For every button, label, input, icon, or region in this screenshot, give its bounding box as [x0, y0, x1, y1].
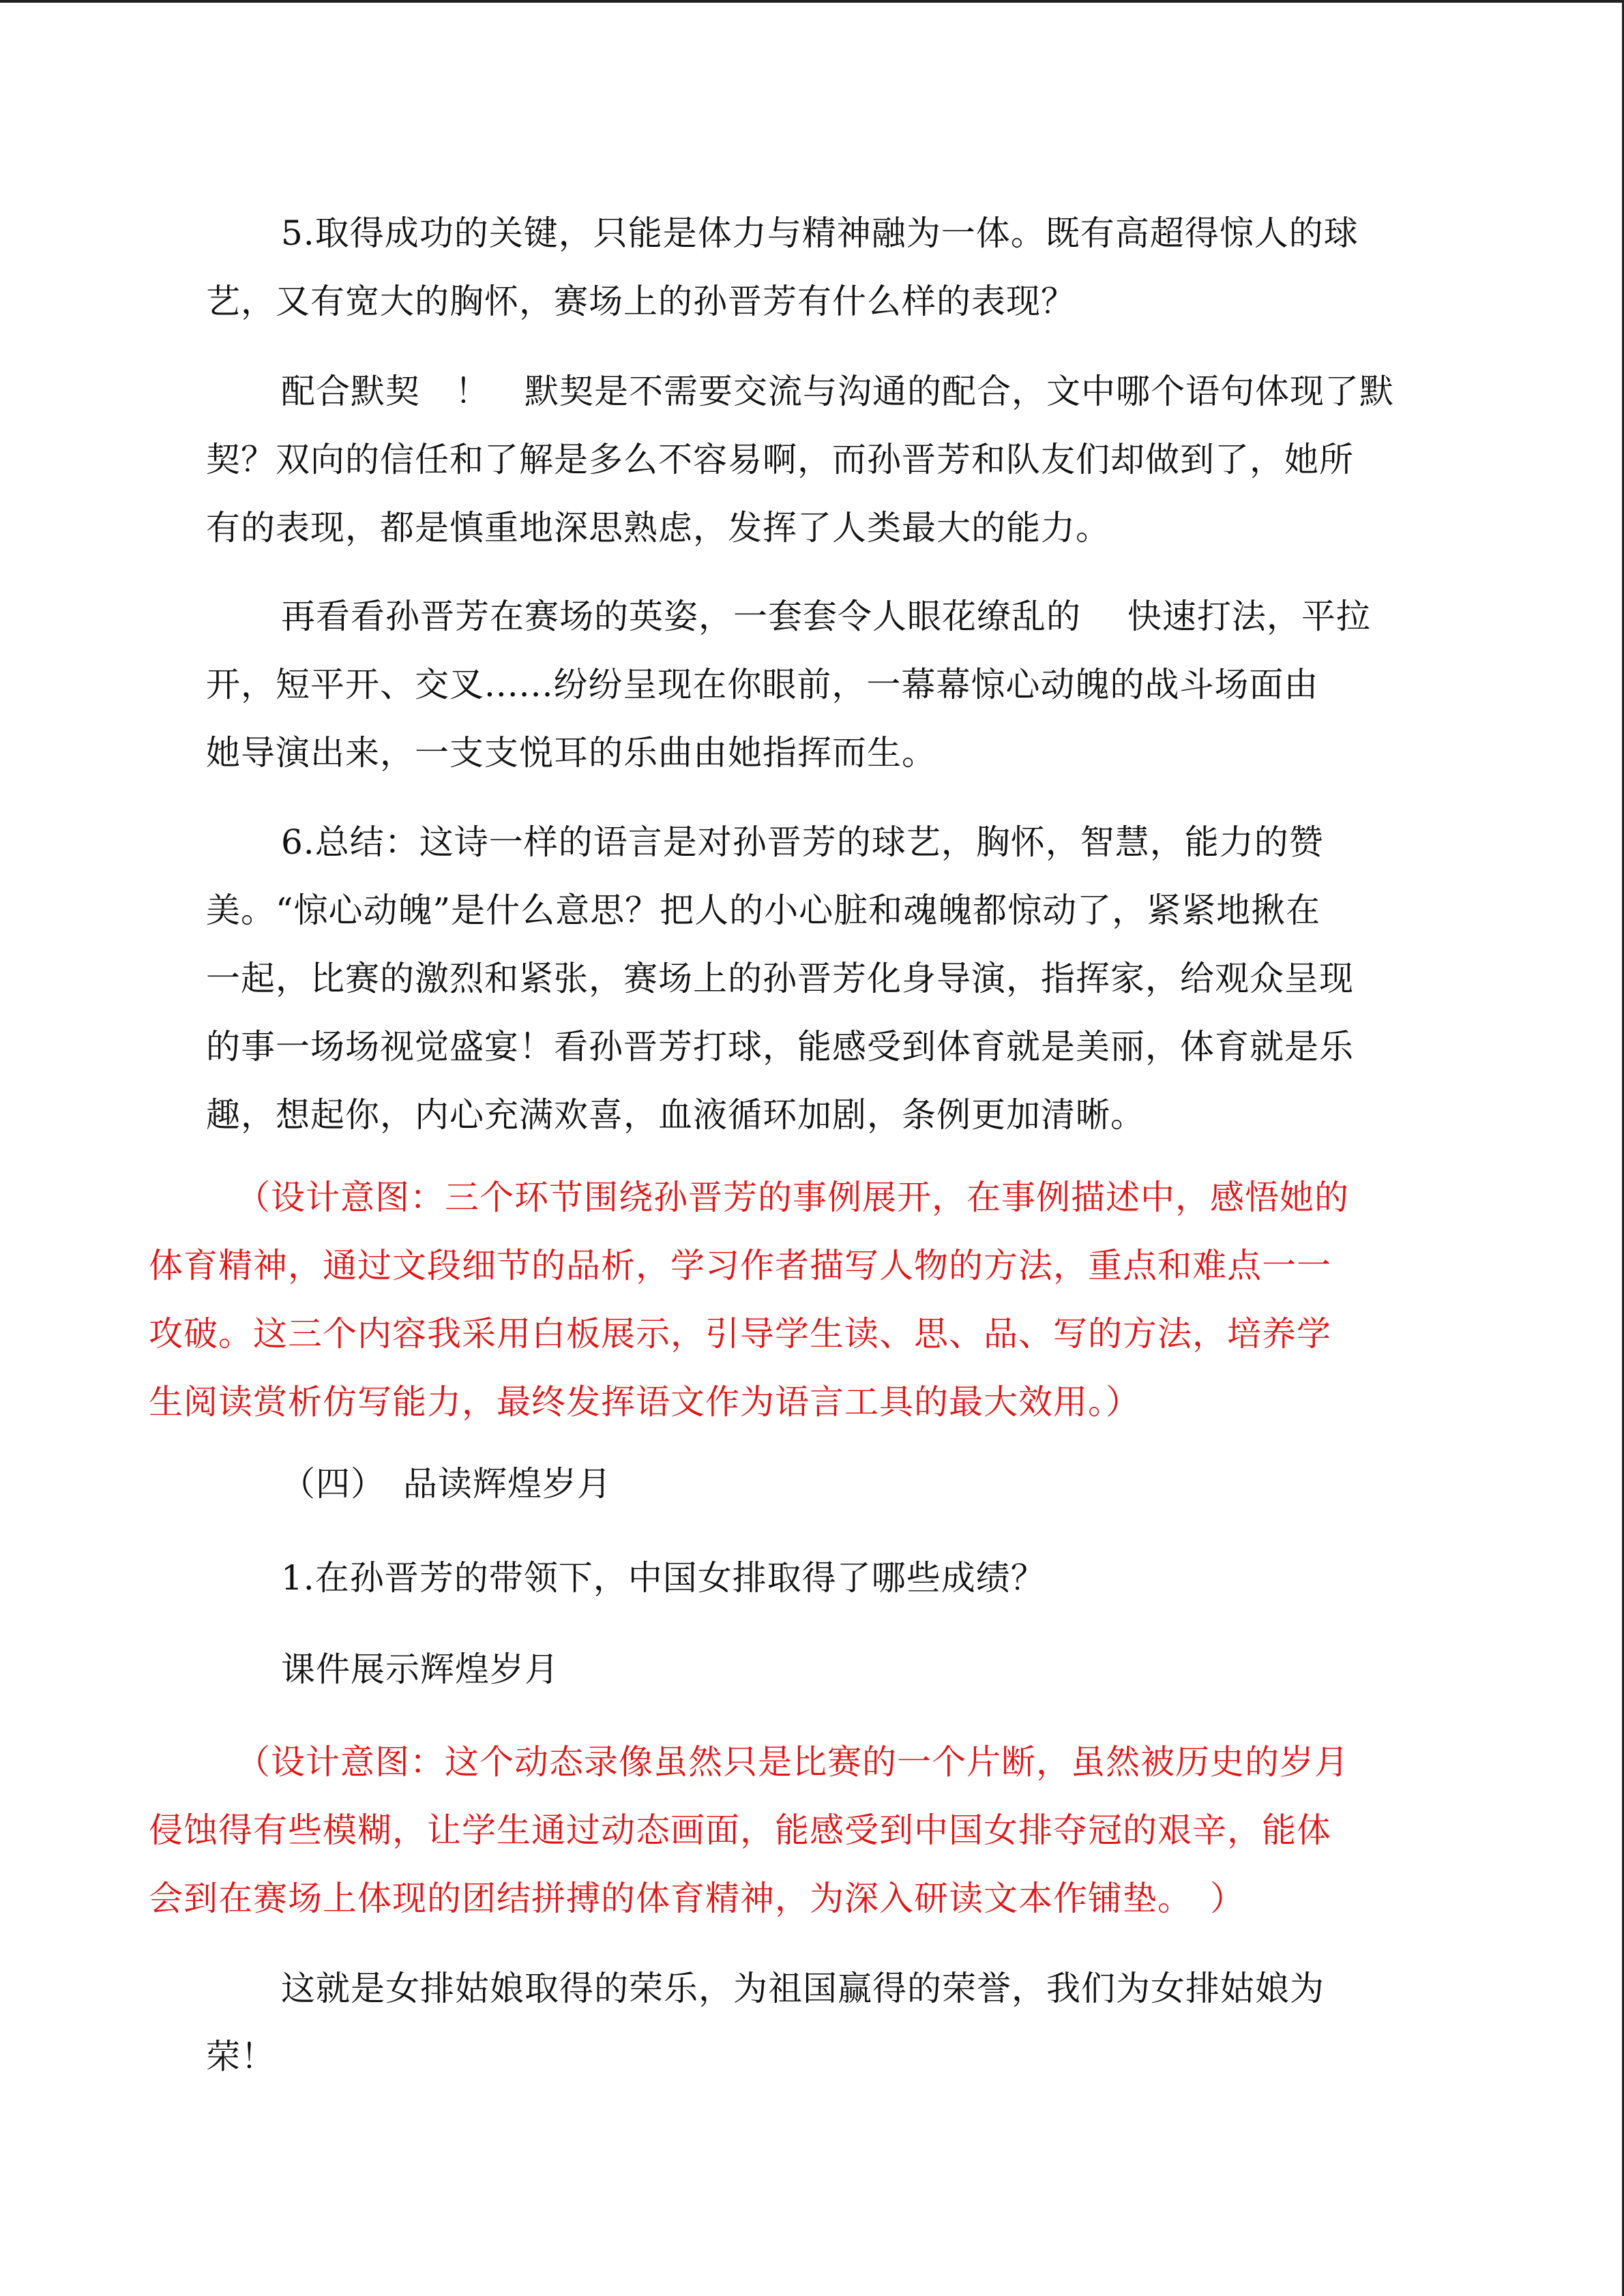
- text-line: 生阅读赏析仿写能力，最终发挥语文作为语言工具的最大效用。）: [149, 1382, 1140, 1422]
- design-intent-note-1: [149, 1163, 1349, 1436]
- text-line: 的事一场场视觉盛宴！看孙晋芳打球，能感受到体育就是美丽，体育就是乐: [206, 1027, 1354, 1067]
- text-line: 艺，又有宽大的胸怀，赛场上的孙晋芳有什么样的表现？: [206, 282, 1076, 321]
- text-line: 荣！: [206, 2037, 276, 2076]
- paragraph-1-question: [281, 1544, 1046, 1612]
- text-line: 美。“惊心动魄”是什么意思？把人的小心脏和魂魄都惊动了，紧紧地揪在: [206, 891, 1321, 930]
- text-line: 配合默契 ！ 默契是不需要交流与沟通的配合，文中哪个语句体现了默: [281, 372, 1394, 411]
- text-line: 她导演出来，一支支悦耳的乐曲由她指挥而生。: [206, 733, 936, 773]
- text-line: 开，短平开、交叉......纷纷呈现在你眼前，一幕幕惊心动魄的战斗场面由: [206, 665, 1319, 704]
- text-line: 侵蚀得有些模糊，让学生通过动态画面，能感受到中国女排夺冠的艰辛，能体: [149, 1810, 1331, 1850]
- text-line: 趣，想起你，内心充满欢喜，血液循环加剧，条例更加清晰。: [206, 1095, 1145, 1135]
- text-line: 课件展示辉煌岁月: [281, 1650, 559, 1689]
- text-line: （四） 品读辉煌岁月: [281, 1464, 612, 1504]
- text-line: 有的表现，都是慎重地深思熟虑，发挥了人类最大的能力。: [206, 508, 1110, 548]
- text-line: 1.在孙晋芳的带领下，中国女排取得了哪些成绩？: [281, 1558, 1046, 1598]
- design-intent-note-2: [149, 1728, 1349, 1933]
- text-line: 再看看孙晋芳在赛场的英姿，一套套令人眼花缭乱的 快速打法，平拉: [281, 597, 1371, 636]
- paragraph-5: [206, 199, 1359, 336]
- text-line: 攻破。这三个内容我采用白板展示，引导学生读、思、品、写的方法，培养学: [149, 1314, 1331, 1354]
- section-heading-4: [281, 1450, 612, 1518]
- text-line: （设计意图：三个环节围绕孙晋芳的事例展开，在事例描述中，感悟她的: [236, 1178, 1349, 1217]
- paragraph-6-summary: [206, 808, 1354, 1149]
- paragraph-courseware: [281, 1635, 559, 1703]
- text-line: 会到在赛场上体现的团结拼搏的体育精神，为深入研读文本作铺垫。 ）: [149, 1879, 1245, 1918]
- paragraph-conclusion: [206, 1954, 1325, 2091]
- text-line: 体育精神，通过文段细节的品析，学习作者描写人物的方法，重点和难点一一: [149, 1246, 1331, 1285]
- paragraph-zaikan: [206, 582, 1371, 787]
- text-line: 一起，比赛的激烈和紧张，赛场上的孙晋芳化身导演，指挥家，给观众呈现: [206, 959, 1354, 998]
- text-line: 6.总结：这诗一样的语言是对孙晋芳的球艺，胸怀，智慧，能力的赞: [281, 822, 1324, 862]
- text-line: 这就是女排姑娘取得的荣乐，为祖国赢得的荣誉，我们为女排姑娘为: [281, 1969, 1325, 2008]
- text-line: 5.取得成功的关键，只能是体力与精神融为一体。既有高超得惊人的球: [281, 213, 1359, 253]
- text-line: （设计意图：这个动态录像虽然只是比赛的一个片断，虽然被历史的岁月: [236, 1742, 1349, 1782]
- text-line: 契？双向的信任和了解是多么不容易啊，而孙晋芳和队友们却做到了，她所: [206, 440, 1354, 479]
- paragraph-moqi: [206, 357, 1394, 562]
